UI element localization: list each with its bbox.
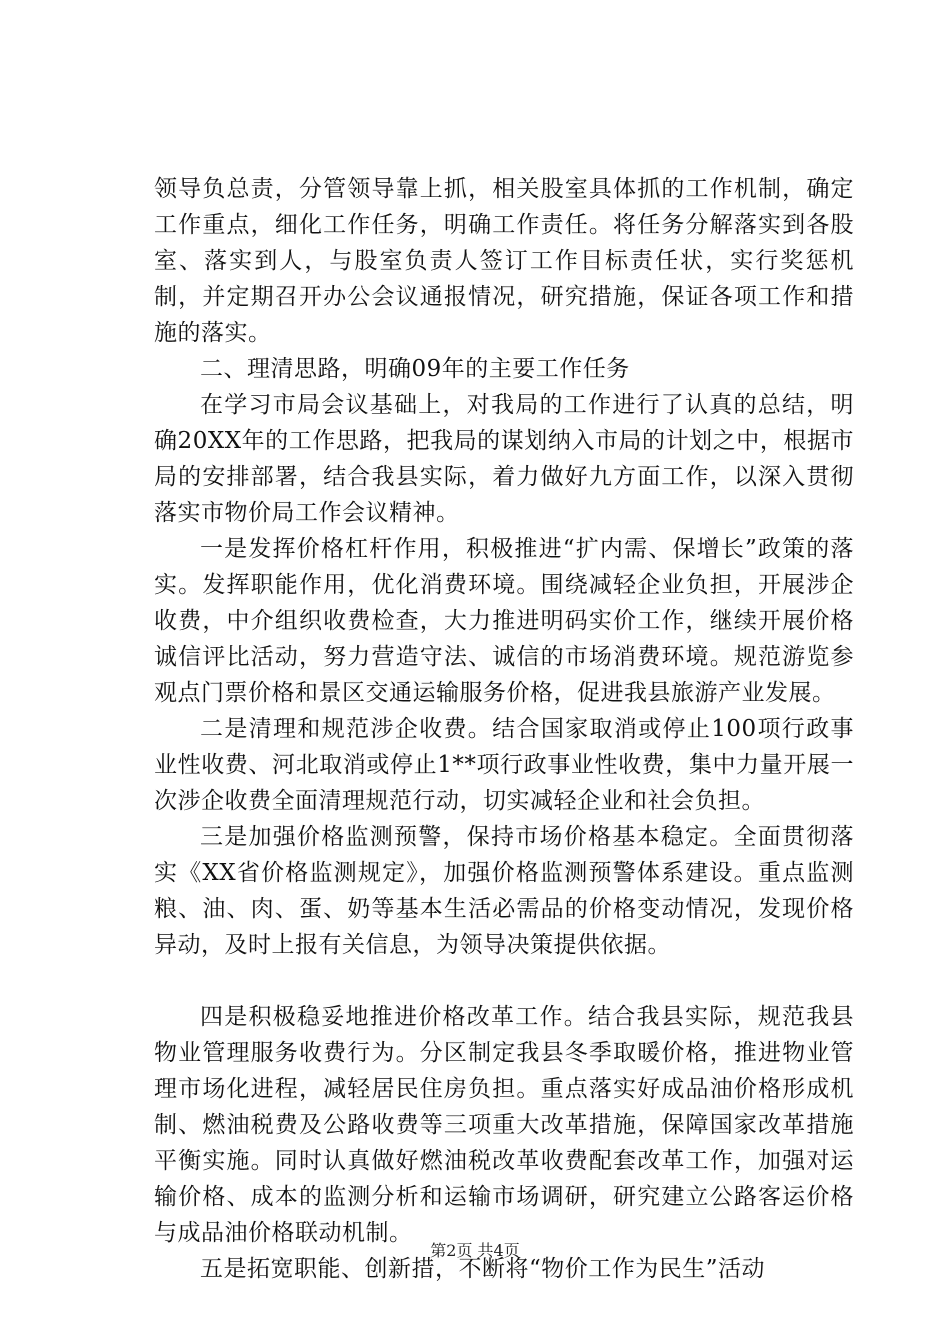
- paragraph-1: 领导负总责，分管领导靠上抓，相关股室具体抓的工作机制，确定工作重点，细化工作任务，明确工作责任。将任务分解落实到各股室、落实到人，与股室负责人签订工作目标责任状，实行奖惩机制，并定期召开办公会议通报情况，研究措施，保证各项工作和措施的落实。: [154, 176, 854, 346]
- paragraph-4: 二是清理和规范涉企收费。结合国家取消或停止100项行政事业性收费、河北取消或停止1**项行政事业性收费，集中力量开展一次涉企收费全面清理规范行动，切实减轻企业和社会负担。: [154, 716, 854, 814]
- paragraph-2: 在学习市局会议基础上，对我局的工作进行了认真的总结，明确20XX年的工作思路，把我局的谋划纳入市局的计划之中，根据市局的安排部署，结合我县实际，着力做好九方面工作，以深入贯彻落实市物价局工作会议精神。: [154, 392, 854, 526]
- document-body: [154, 171, 854, 1287]
- paragraph-6: 四是积极稳妥地推进价格改革工作。结合我县实际，规范我县物业管理服务收费行为。分区制定我县冬季取暖价格，推进物业管理市场化进程，减轻居民住房负担。重点落实好成品油价格形成机制、燃油税费及公路收费等三项重大改革措施，保障国家改革措施平衡实施。同时认真做好燃油税改革收费配套改革工作，加强对运输价格、成本的监测分析和运输市场调研，研究建立公路客运价格与成品油价格联动机制。: [154, 1004, 854, 1246]
- paragraph-5: 三是加强价格监测预警，保持市场价格基本稳定。全面贯彻落实《XX省价格监测规定》，加强价格监测预警体系建设。重点监测粮、油、肉、蛋、奶等基本生活必需品的价格变动情况，发现价格异动，及时上报有关信息，为领导决策提供依据。: [154, 824, 854, 958]
- section-heading: 二、理清思路，明确09年的主要工作任务: [200, 356, 630, 382]
- paragraph-3: 一是发挥价格杠杆作用，积极推进“扩内需、保增长”政策的落实。发挥职能作用，优化消费环境。围绕减轻企业负担，开展涉企收费，中介组织收费检查，大力推进明码实价工作，继续开展价格诚信评比活动，努力营造守法、诚信的市场消费环境。规范游览参观点门票价格和景区交通运输服务价格，促进我县旅游产业发展。: [154, 536, 854, 706]
- paragraph-7: 五是拓宽职能、创新措，不断将“物价工作为民生”活动: [200, 1256, 766, 1282]
- blank-line: [154, 963, 854, 999]
- page-number-footer: 第2页 共4页: [430, 1241, 520, 1260]
